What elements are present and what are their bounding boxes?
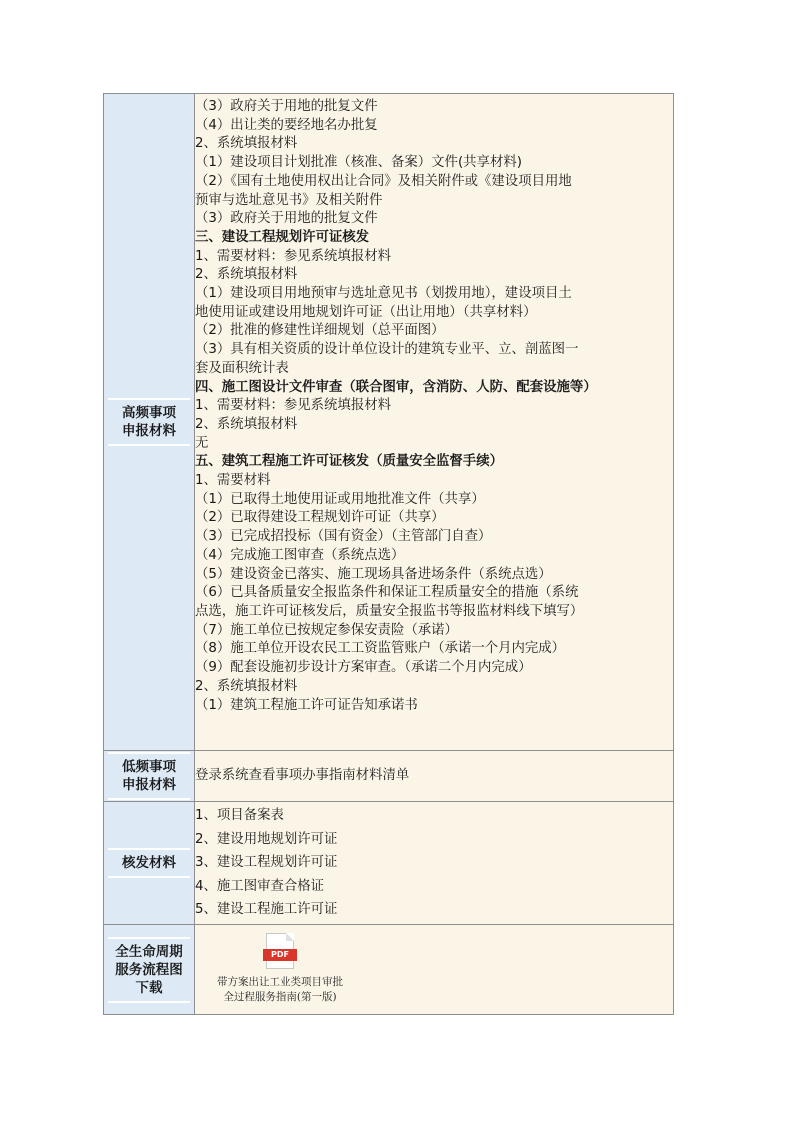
- material-line: 2、系统填报材料: [195, 678, 298, 694]
- material-line: （4）出让类的要经地名办批复: [195, 117, 378, 133]
- row-lifecycle-download: [104, 925, 674, 1015]
- row-high-frequency: [104, 94, 674, 751]
- material-line: （3）政府关于用地的批复文件: [195, 99, 378, 114]
- label-low-frequency: [104, 751, 195, 802]
- material-line: 1、需要材料：参见系统填报材料: [195, 248, 391, 264]
- label-lifecycle-download: [104, 925, 195, 1015]
- material-line: （3）政府关于用地的批复文件: [195, 211, 378, 227]
- pdf-badge: PDF: [263, 949, 297, 961]
- low-frequency-materials: [195, 751, 674, 802]
- label-line: 全生命周期: [115, 943, 183, 960]
- pdf-file-icon: [266, 933, 294, 969]
- pdf-file-name-line: 带方案出让工业类项目审批: [217, 976, 343, 988]
- material-line: 地使用证或建设用地规划许可证（出让用地）（共享材料）: [195, 304, 537, 320]
- material-line: （8）施工单位开设农民工工资监管账户（承诺一个月内完成）: [195, 641, 566, 657]
- issued-item: 5、建设工程施工许可证: [195, 902, 338, 918]
- material-line: （1）已取得土地使用证或用地批准文件（共享）: [195, 491, 485, 507]
- material-line: （7）施工单位已按规定参保安责险（承诺）: [195, 622, 458, 638]
- row-low-frequency: [104, 751, 674, 802]
- label-high-frequency: [104, 94, 195, 751]
- label-line: 高频事项: [122, 405, 176, 421]
- material-line: 2、系统填报材料: [195, 267, 298, 283]
- material-line: （1）建设项目计划批准（核准、备案）文件(共享材料): [195, 155, 522, 171]
- material-line: 1、需要材料: [195, 473, 271, 489]
- material-line: 无: [195, 435, 209, 451]
- material-line: （3）已完成招投标（国有资金）（主管部门自查）: [195, 529, 492, 545]
- material-line: （9）配套设施初步设计方案审查。（承诺二个月内完成）: [195, 660, 532, 676]
- materials-table: [103, 93, 674, 1015]
- label-line: 服务流程图: [115, 961, 183, 978]
- label-issued-materials: [104, 802, 195, 925]
- material-line: （2）《国有土地使用权出让合同》及相关附件或《建设项目用地: [195, 173, 572, 189]
- material-line: （1）建筑工程施工许可证告知承诺书: [195, 697, 418, 713]
- material-line: （2）已取得建设工程规划许可证（共享）: [195, 510, 445, 526]
- issued-materials-list: [195, 802, 674, 925]
- material-line: （1）建设项目用地预审与选址意见书（划拨用地），建设项目土: [195, 286, 572, 302]
- low-frequency-text: 登录系统查看事项办事指南材料清单: [195, 767, 410, 783]
- label-line: 申报材料: [122, 777, 176, 793]
- label-line: 下载: [135, 979, 163, 996]
- section-heading: 五、建筑工程施工许可证核发（质量安全监督手续）: [195, 454, 503, 470]
- issued-item: 3、建设工程规划许可证: [195, 855, 338, 871]
- material-line: 2、系统填报材料: [195, 416, 298, 432]
- issued-item: 2、建设用地规划许可证: [195, 831, 338, 847]
- material-line: 1、需要材料：参见系统填报材料: [195, 398, 391, 414]
- high-frequency-materials: [195, 94, 674, 751]
- material-line: （6）已具备质量安全报监条件和保证工程质量安全的措施（系统: [195, 585, 579, 601]
- material-line: （2）批准的修建性详细规划（总平面图）: [195, 323, 445, 339]
- material-line: （3）具有相关资质的设计单位设计的建筑专业平、立、剖蓝图一: [195, 342, 579, 358]
- material-line: （5）建设资金已落实、施工现场具备进场条件（系统点选）: [195, 566, 552, 582]
- row-issued-materials: [104, 802, 674, 925]
- pdf-file-name-line: 全过程服务指南(第一版): [223, 991, 337, 1003]
- material-line: （4）完成施工图审查（系统点选）: [195, 547, 405, 563]
- section-heading: 四、施工图设计文件审查（联合图审，含消防、人防、配套设施等）: [195, 379, 597, 395]
- pdf-file-name: [195, 975, 365, 1005]
- pdf-download-link[interactable]: [195, 925, 365, 1005]
- material-line: 套及面积统计表: [195, 360, 289, 376]
- label-line: 核发材料: [122, 855, 176, 871]
- section-heading: 三、建设工程规划许可证核发: [195, 229, 370, 245]
- material-line: 点选，施工许可证核发后，质量安全报监书等报监材料线下填写）: [195, 603, 584, 619]
- label-line: 申报材料: [122, 423, 176, 439]
- issued-item: 4、施工图审查合格证: [195, 878, 325, 894]
- label-line: 低频事项: [122, 759, 176, 775]
- lifecycle-download-cell: [195, 925, 674, 1015]
- material-line: 预审与选址意见书》及相关附件: [195, 192, 383, 208]
- issued-item: 1、项目备案表: [195, 808, 284, 824]
- material-line: 2、系统填报材料: [195, 136, 298, 152]
